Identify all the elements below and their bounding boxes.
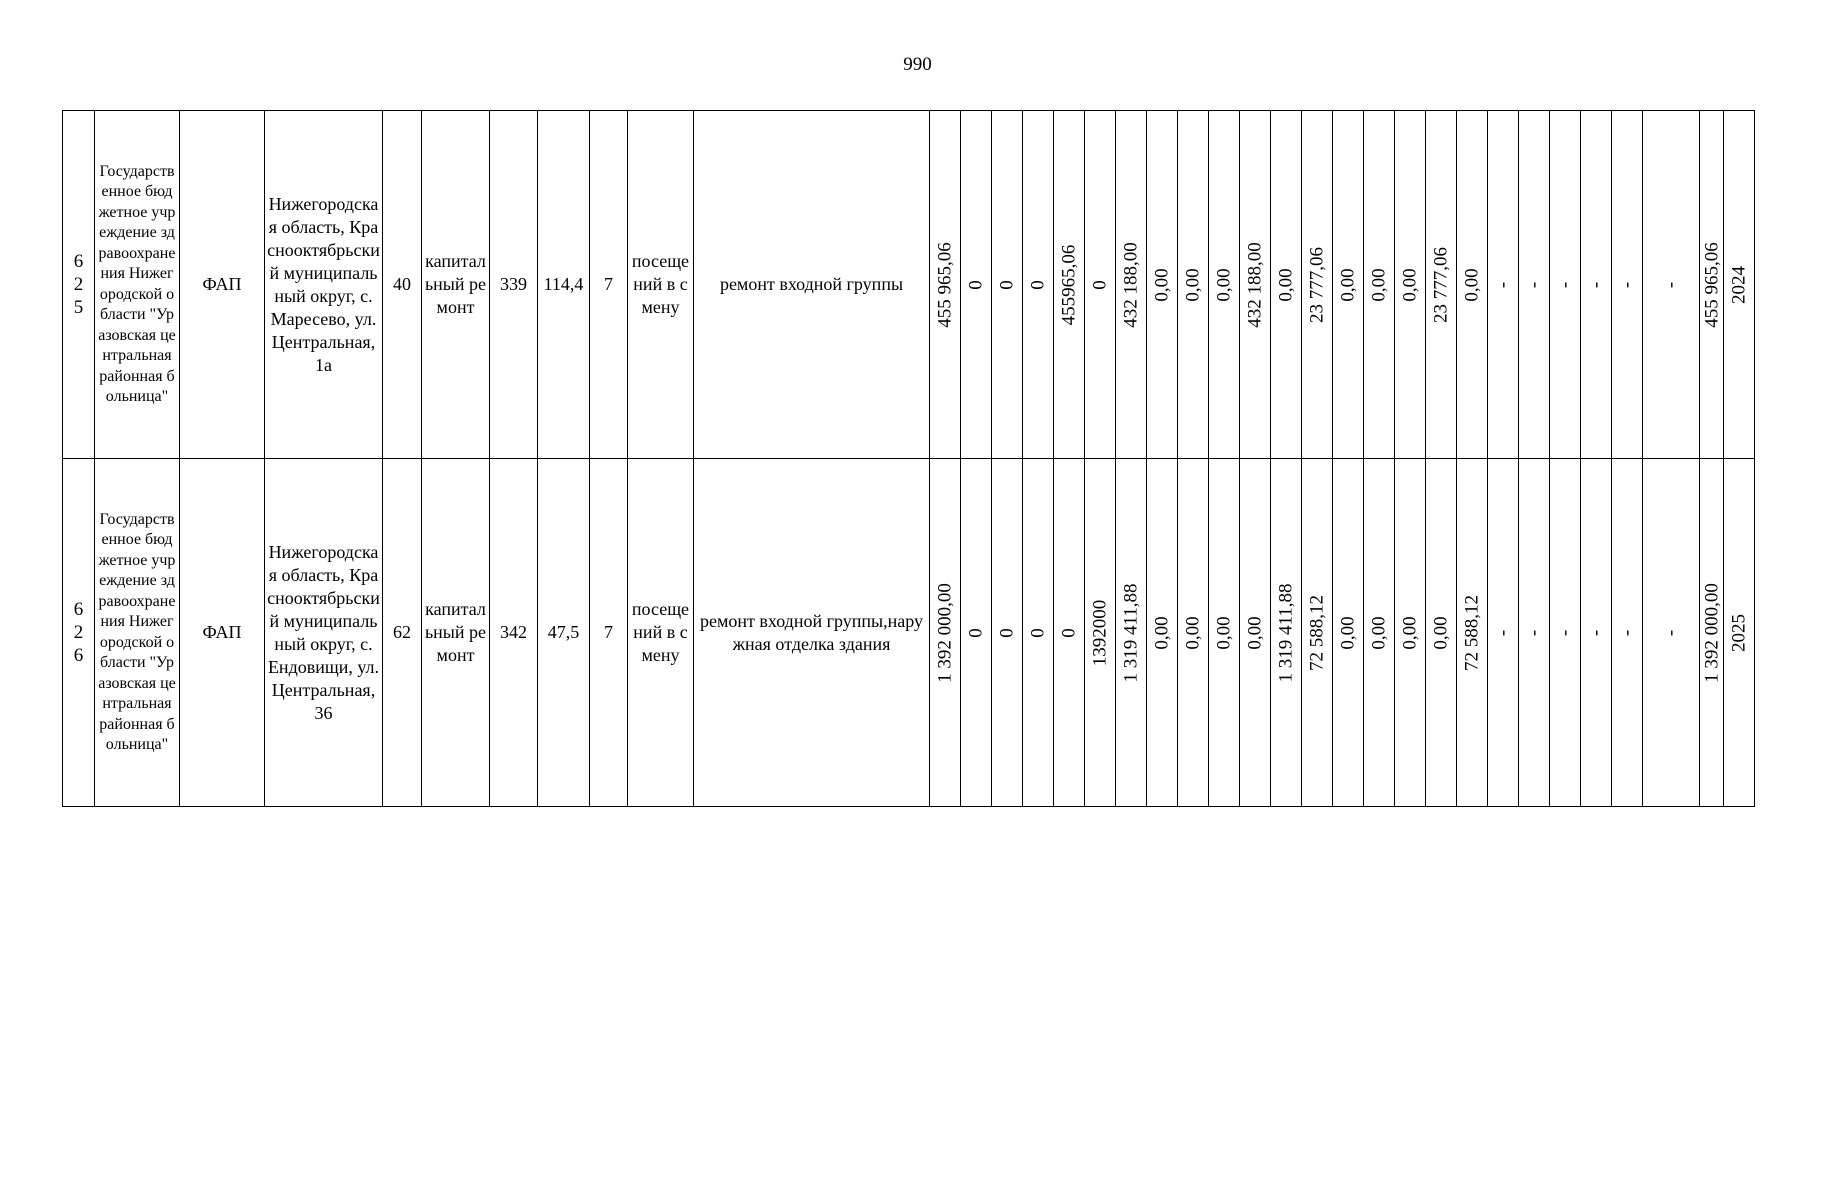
amount-cell bbox=[1302, 459, 1333, 807]
amount-cell bbox=[1271, 111, 1302, 459]
amount-cell bbox=[1395, 111, 1426, 459]
amount-value: 0,00 bbox=[1399, 615, 1421, 650]
work-type-cell bbox=[422, 111, 490, 459]
amount-value: - bbox=[1492, 629, 1514, 636]
amount-cell bbox=[1426, 459, 1457, 807]
amount-cell bbox=[1519, 459, 1550, 807]
amount-cell bbox=[1240, 111, 1271, 459]
capacity-unit: посещений в смену bbox=[631, 251, 690, 317]
amount-value: 0,00 bbox=[1337, 615, 1359, 650]
amount-value: 0 bbox=[1027, 627, 1049, 638]
amount-cell bbox=[992, 459, 1023, 807]
amount-cell bbox=[1395, 459, 1426, 807]
amount-value: 0,00 bbox=[1151, 615, 1173, 650]
amount-cell bbox=[1457, 111, 1488, 459]
amount-value: - bbox=[1616, 281, 1638, 288]
work-type: капитальный ремонт bbox=[424, 599, 487, 665]
work-type-cell bbox=[422, 459, 490, 807]
row-number-cell bbox=[63, 111, 95, 459]
amount-cell bbox=[1240, 459, 1271, 807]
amount-value: 0,00 bbox=[1461, 267, 1483, 302]
amount-value: - bbox=[1554, 281, 1576, 288]
amount-value: - bbox=[1585, 281, 1607, 288]
amount-cell bbox=[1147, 111, 1178, 459]
table-row bbox=[63, 459, 1786, 807]
amount-cell bbox=[1023, 459, 1054, 807]
work-type: капитальный ремонт bbox=[424, 251, 487, 317]
amount-value: 0,00 bbox=[1399, 267, 1421, 302]
column-4-value: 62 bbox=[393, 622, 411, 642]
amount-value: 1392000 bbox=[1089, 599, 1111, 666]
organization-name: Государственное бюджетное учреждение здравоохранения Нижегородской области "Уразовская центральная районная больница" bbox=[98, 510, 176, 753]
capacity-unit: посещений в смену bbox=[631, 599, 690, 665]
amount-value: 0 bbox=[996, 627, 1018, 638]
facility-type: ФАП bbox=[202, 622, 242, 642]
amount-cell bbox=[930, 459, 961, 807]
amount-cell bbox=[1333, 459, 1364, 807]
amount-value: 0,00 bbox=[1337, 267, 1359, 302]
amount-cell bbox=[1550, 111, 1581, 459]
amount-cell bbox=[1271, 459, 1302, 807]
amount-cell bbox=[1700, 459, 1724, 807]
amount-value: - bbox=[1523, 281, 1545, 288]
amount-cell bbox=[1085, 111, 1116, 459]
amount-value: 0 bbox=[1027, 279, 1049, 290]
facility-type-cell bbox=[180, 459, 265, 807]
facility-type-cell bbox=[180, 111, 265, 459]
amount-cell bbox=[1023, 111, 1054, 459]
amount-value: 0 bbox=[965, 279, 987, 290]
amount-value: 0,00 bbox=[1368, 615, 1390, 650]
amount-cell bbox=[1302, 111, 1333, 459]
amount-value: 72 588,12 bbox=[1461, 594, 1483, 671]
work-description-cell bbox=[694, 459, 930, 807]
amount-cell bbox=[1612, 459, 1643, 807]
amount-cell bbox=[1724, 459, 1755, 807]
area-value-cell bbox=[538, 459, 590, 807]
amount-value: 0 bbox=[996, 279, 1018, 290]
facility-address: Нижегородская область, Краснооктябрьский муниципальный округ, с. Маресево, ул.Центральная, 1а bbox=[267, 193, 380, 375]
amount-cell bbox=[1147, 459, 1178, 807]
column-6-value: 342 bbox=[500, 622, 527, 642]
amount-value: 0,00 bbox=[1430, 615, 1452, 650]
column-4-value-cell bbox=[383, 111, 422, 459]
amount-cell bbox=[1488, 459, 1519, 807]
amount-cell bbox=[1426, 111, 1457, 459]
data-table bbox=[62, 110, 1786, 807]
amount-value: 0,00 bbox=[1182, 267, 1204, 302]
amount-cell bbox=[1054, 459, 1085, 807]
amount-value: 0 bbox=[965, 627, 987, 638]
amount-value: 23 777,06 bbox=[1430, 246, 1452, 323]
amount-cell bbox=[992, 111, 1023, 459]
amount-value: 0 bbox=[1089, 279, 1111, 290]
amount-cell bbox=[1700, 111, 1724, 459]
row-number: 626 bbox=[73, 599, 84, 666]
capacity-unit-cell bbox=[628, 459, 694, 807]
amount-cell bbox=[1364, 459, 1395, 807]
amount-value: 432 188,00 bbox=[1120, 241, 1142, 328]
amount-value: 455965,06 bbox=[1058, 244, 1080, 325]
amount-cell bbox=[1116, 459, 1147, 807]
amount-value: 1 319 411,88 bbox=[1275, 582, 1297, 683]
page-number: 990 bbox=[903, 54, 932, 75]
column-8-value: 7 bbox=[604, 622, 613, 642]
organization-name-cell bbox=[95, 459, 180, 807]
column-6-value-cell bbox=[490, 111, 538, 459]
table-row bbox=[63, 111, 1786, 459]
amount-cell bbox=[1209, 459, 1240, 807]
amount-value: - bbox=[1660, 629, 1682, 636]
amount-value: 72 588,12 bbox=[1306, 594, 1328, 671]
amount-value: 0 bbox=[1058, 627, 1080, 638]
organization-name: Государственное бюджетное учреждение здравоохранения Нижегородской области "Уразовская центральная районная больница" bbox=[98, 162, 176, 405]
amount-cell bbox=[1488, 111, 1519, 459]
amount-value: 455 965,06 bbox=[1701, 241, 1722, 328]
column-8-value-cell bbox=[590, 459, 628, 807]
amount-cell bbox=[1178, 459, 1209, 807]
amount-value: 0,00 bbox=[1275, 267, 1297, 302]
amount-cell bbox=[1643, 111, 1700, 459]
amount-value: - bbox=[1492, 281, 1514, 288]
column-8-value-cell bbox=[590, 111, 628, 459]
amount-cell bbox=[1724, 111, 1755, 459]
column-4-value: 40 bbox=[393, 274, 411, 294]
amount-cell bbox=[1054, 111, 1085, 459]
amount-value: 1 392 000,00 bbox=[1701, 582, 1722, 683]
amount-cell bbox=[930, 111, 961, 459]
amount-value: 0,00 bbox=[1244, 615, 1266, 650]
amount-value: 1 319 411,88 bbox=[1120, 582, 1142, 683]
amount-cell bbox=[1085, 459, 1116, 807]
amount-cell bbox=[1612, 111, 1643, 459]
amount-cell bbox=[1116, 111, 1147, 459]
amount-cell bbox=[1457, 459, 1488, 807]
amount-value: 0,00 bbox=[1213, 267, 1235, 302]
facility-address: Нижегородская область, Краснооктябрьский муниципальный округ, с. Ендовищи, ул.Центральная, 36 bbox=[267, 541, 380, 723]
amount-cell bbox=[1178, 111, 1209, 459]
row-number-cell bbox=[63, 459, 95, 807]
column-6-value: 339 bbox=[500, 274, 527, 294]
amount-value: 0,00 bbox=[1151, 267, 1173, 302]
area-value: 47,5 bbox=[547, 622, 580, 642]
amount-cell bbox=[1333, 111, 1364, 459]
amount-value: - bbox=[1616, 629, 1638, 636]
column-8-value: 7 bbox=[604, 274, 613, 294]
amount-cell bbox=[1643, 459, 1700, 807]
amount-value: 0,00 bbox=[1213, 615, 1235, 650]
facility-address-cell bbox=[265, 111, 383, 459]
column-6-value-cell bbox=[490, 459, 538, 807]
work-description: ремонт входной группы bbox=[719, 274, 904, 294]
amount-value: 0,00 bbox=[1182, 615, 1204, 650]
amount-value: 2025 bbox=[1728, 613, 1750, 652]
amount-cell bbox=[1550, 459, 1581, 807]
amount-value: - bbox=[1585, 629, 1607, 636]
column-4-value-cell bbox=[383, 459, 422, 807]
amount-cell bbox=[961, 459, 992, 807]
amount-cell bbox=[1519, 111, 1550, 459]
work-description-cell bbox=[694, 111, 930, 459]
capacity-unit-cell bbox=[628, 111, 694, 459]
amount-cell bbox=[1209, 111, 1240, 459]
row-number: 625 bbox=[73, 251, 84, 318]
amount-value: 2024 bbox=[1728, 265, 1750, 304]
amount-value: 1 392 000,00 bbox=[934, 582, 956, 683]
organization-name-cell bbox=[95, 111, 180, 459]
amount-cell bbox=[1581, 111, 1612, 459]
amount-cell bbox=[961, 111, 992, 459]
amount-cell bbox=[1581, 459, 1612, 807]
amount-value: - bbox=[1660, 281, 1682, 288]
amount-value: 23 777,06 bbox=[1306, 246, 1328, 323]
work-description: ремонт входной группы,наружная отделка здания bbox=[700, 610, 923, 654]
area-value: 114,4 bbox=[543, 274, 584, 294]
amount-cell bbox=[1364, 111, 1395, 459]
amount-value: - bbox=[1554, 629, 1576, 636]
facility-address-cell bbox=[265, 459, 383, 807]
amount-value: - bbox=[1523, 629, 1545, 636]
amount-value: 432 188,00 bbox=[1244, 241, 1266, 328]
facility-type: ФАП bbox=[202, 274, 242, 294]
amount-value: 0,00 bbox=[1368, 267, 1390, 302]
area-value-cell bbox=[538, 111, 590, 459]
amount-value: 455 965,06 bbox=[934, 241, 956, 328]
